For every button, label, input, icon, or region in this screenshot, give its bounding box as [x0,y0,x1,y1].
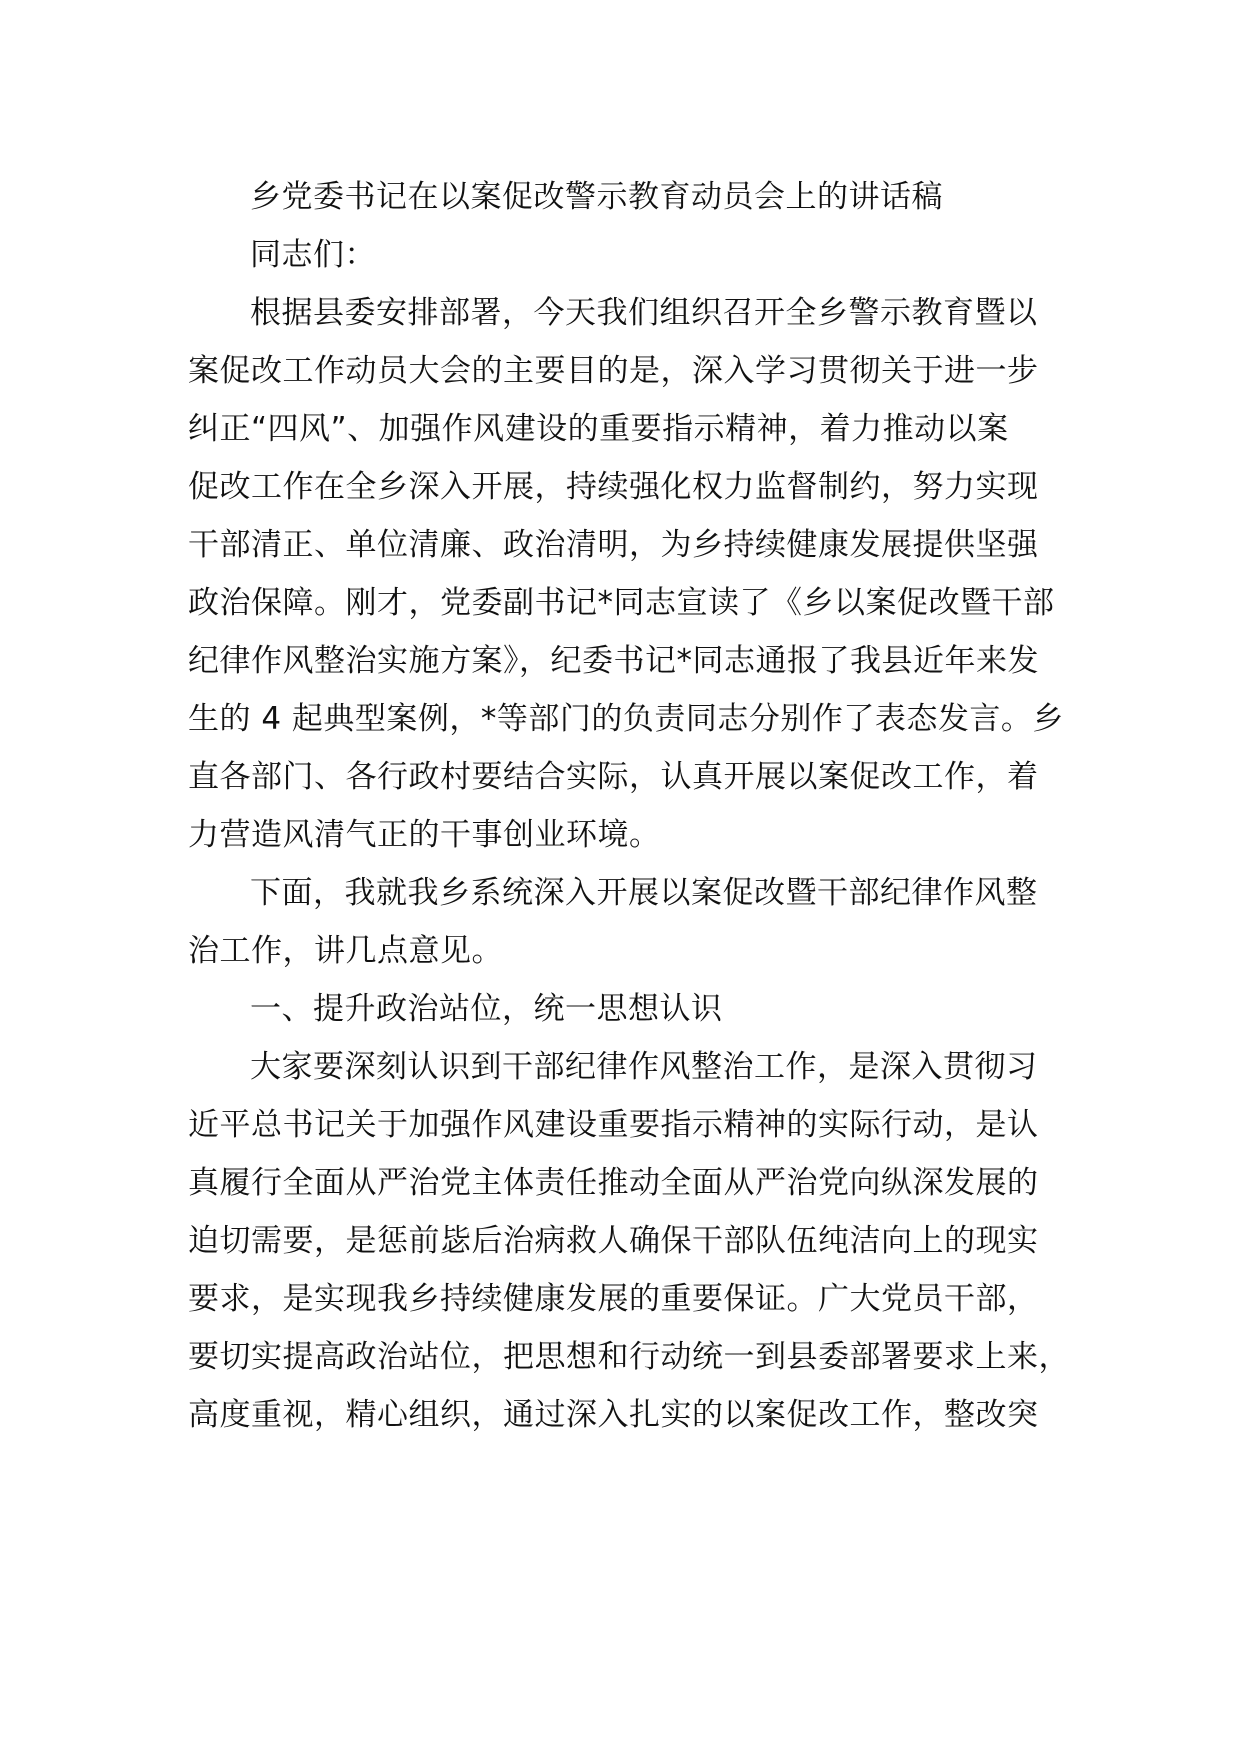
section-heading: 一、提升政治站位，统一思想认识 [250,991,723,1027]
paragraph-line: 案促改工作动员大会的主要目的是，深入学习贯彻关于进一步 [188,353,1039,389]
paragraph-line: 近平总书记关于加强作风建设重要指示精神的实际行动，是认 [188,1107,1039,1143]
paragraph-line: 要切实提高政治站位，把思想和行动统一到县委部署要求上来， [188,1339,1070,1375]
paragraph-line: 促改工作在全乡深入开展，持续强化权力监督制约，努力实现 [188,469,1039,505]
paragraph-line: 要求，是实现我乡持续健康发展的重要保证。广大党员干部， [188,1281,1039,1317]
paragraph-line: 生的 4 起典型案例，*等部门的负责同志分别作了表态发言。乡 [188,701,1064,737]
paragraph-line: 力营造风清气正的干事创业环境。 [188,817,661,853]
paragraph-line: 大家要深刻认识到干部纪律作风整治工作，是深入贯彻习 [250,1049,1038,1085]
paragraph-line: 直各部门、各行政村要结合实际，认真开展以案促改工作，着 [188,759,1039,795]
paragraph-line: 纪律作风整治实施方案》，纪委书记*同志通报了我县近年来发 [188,643,1039,679]
salutation: 同志们： [250,237,376,273]
paragraph-line: 真履行全面从严治党主体责任推动全面从严治党向纵深发展的 [188,1165,1039,1201]
paragraph-line: 下面，我就我乡系统深入开展以案促改暨干部纪律作风整 [250,875,1038,911]
paragraph-line: 治工作，讲几点意见。 [188,933,503,969]
paragraph-line: 高度重视，精心组织，通过深入扎实的以案促改工作，整改突 [188,1397,1039,1433]
paragraph-line: 干部清正、单位清廉、政治清明，为乡持续健康发展提供坚强 [188,527,1039,563]
paragraph-line: 根据县委安排部署，今天我们组织召开全乡警示教育暨以 [250,295,1038,331]
document-title: 乡党委书记在以案促改警示教育动员会上的讲话稿 [250,179,943,215]
paragraph-line: 迫切需要，是惩前毖后治病救人确保干部队伍纯洁向上的现实 [188,1223,1039,1259]
paragraph-line: 政治保障。刚才，党委副书记*同志宣读了《乡以案促改暨干部 [188,585,1055,621]
paragraph-line: 纠正“四风”、加强作风建设的重要指示精神，着力推动以案 [188,411,1009,447]
